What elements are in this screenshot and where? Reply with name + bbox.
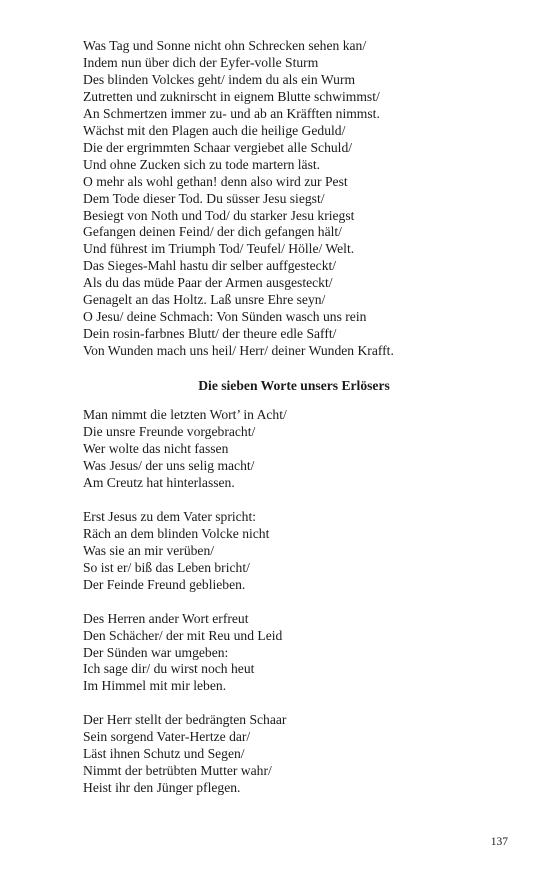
verse-line: O Jesu/ deine Schmach: Von Sünden wasch uns rein [83, 309, 367, 325]
verse-line: Zutretten und zuknirscht in eignem Blutte schwimmst/ [83, 88, 380, 104]
verse-line: So ist er/ biß das Leben bricht/ [83, 559, 250, 575]
verse-line: Was Jesus/ der uns selig macht/ [83, 457, 255, 473]
verse-line: Des Herren ander Wort erfreut [83, 610, 249, 626]
verse-line: An Schmertzen immer zu- und ab an Kräfften nimmst. [83, 105, 380, 121]
verse-line: Und führest im Triumph Tod/ Teufel/ Hölle/ Welt. [83, 241, 355, 257]
verse-line: Was Tag und Sonne nicht ohn Schrecken sehen kan/ [83, 38, 367, 53]
verse-line: Und ohne Zucken sich zu tode martern läst. [83, 156, 321, 172]
verse-line: Der Herr stellt der bedrängten Schaar [83, 712, 287, 728]
verse-line: Als du das müde Paar der Armen ausgesteckt/ [83, 275, 333, 291]
verse-line: Was sie an mir verüben/ [83, 542, 215, 558]
verse-line: Heist ihr den Jünger pflegen. [83, 780, 241, 796]
verse-line: Räch an dem blinden Volcke nicht [83, 525, 270, 541]
stanza-3 [83, 611, 523, 696]
verse-line: Sein sorgend Vater-Hertze dar/ [83, 729, 251, 745]
verse-line: Dem Tode dieser Tod. Du süsser Jesu siegst/ [83, 190, 325, 206]
verse-line: Genagelt an das Holtz. Laß unsre Ehre seyn/ [83, 292, 326, 308]
prose-poem-block [83, 38, 523, 360]
stanza-2 [83, 509, 523, 594]
verse-line: Erst Jesus zu dem Vater spricht: [83, 508, 257, 524]
verse-line: Wächst mit den Plagen auch die heilige Geduld/ [83, 122, 346, 138]
verse-line: Läst ihnen Schutz und Segen/ [83, 746, 245, 762]
verse-line: Am Creutz hat hinterlassen. [83, 474, 235, 490]
stanza-1 [83, 407, 523, 492]
stanza-4 [83, 712, 523, 797]
verse-line: Der Sünden war umgeben: [83, 644, 229, 660]
verse-line: Von Wunden mach uns heil/ Herr/ deiner Wunden Krafft. [83, 343, 394, 359]
verse-line: Das Sieges-Mahl hastu dir selber auffgesteckt/ [83, 258, 337, 274]
verse-line: Ich sage dir/ du wirst noch heut [83, 661, 255, 677]
verse-line: Besiegt von Noth und Tod/ du starker Jesu kriegst [83, 207, 355, 223]
verse-line: Den Schächer/ der mit Reu und Leid [83, 627, 283, 643]
verse-line: Des blinden Volckes geht/ indem du als ein Wurm [83, 71, 356, 87]
verse-line: Man nimmt die letzten Wort’ in Acht/ [83, 407, 287, 423]
verse-line: Nimmt der betrübten Mutter wahr/ [83, 763, 272, 779]
verse-line: Wer wolte das nicht fassen [83, 440, 229, 456]
verse-line: Im Himmel mit mir leben. [83, 678, 227, 694]
verse-line: Der Feinde Freund geblieben. [83, 576, 246, 592]
verse-line: O mehr als wohl gethan! denn also wird zur Pest [83, 173, 348, 189]
verse-line: Die der ergrimmten Schaar vergiebet alle Schuld/ [83, 139, 353, 155]
page-number: 137 [490, 836, 508, 848]
poem-heading: Die sieben Worte unsers Erlösers [198, 378, 390, 394]
verse-line: Dein rosin-farbnes Blutt/ der theure edle Safft/ [83, 326, 337, 342]
page-text-block [83, 38, 523, 814]
verse-line: Gefangen deinen Feind/ der dich gefangen hält/ [83, 224, 342, 240]
verse-line: Indem nun über dich der Eyfer-volle Sturm [83, 54, 319, 70]
verse-line: Die unsre Freunde vorgebracht/ [83, 424, 256, 440]
